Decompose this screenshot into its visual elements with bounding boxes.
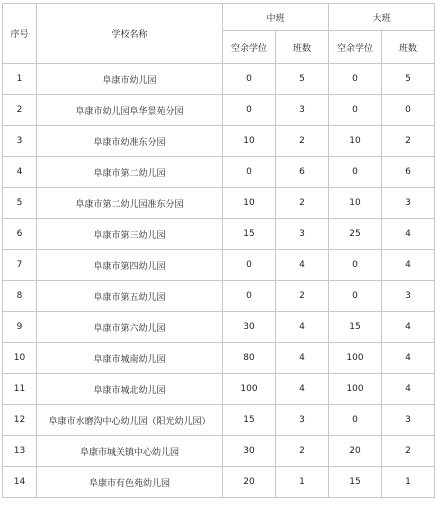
cell-up-vacancies: 10 xyxy=(329,188,382,219)
table-row xyxy=(3,374,435,405)
cell-mid-classes: 2 xyxy=(276,281,329,312)
cell-up-classes: 2 xyxy=(382,126,435,157)
table-row xyxy=(3,405,435,436)
header-upper-class: 大班 xyxy=(329,4,435,31)
cell-mid-vacancies: 0 xyxy=(223,157,276,188)
cell-school-name: 阜康市有色苑幼儿园 xyxy=(37,467,223,498)
cell-up-vacancies: 100 xyxy=(329,374,382,405)
cell-mid-classes: 3 xyxy=(276,405,329,436)
cell-up-classes: 2 xyxy=(382,436,435,467)
table-row xyxy=(3,436,435,467)
cell-up-classes: 4 xyxy=(382,343,435,374)
cell-school-name: 阜康市城南幼儿园 xyxy=(37,343,223,374)
cell-index: 12 xyxy=(3,405,37,436)
cell-up-vacancies: 25 xyxy=(329,219,382,250)
cell-school-name: 阜康市幼准东分园 xyxy=(37,126,223,157)
cell-index: 11 xyxy=(3,374,37,405)
cell-mid-classes: 3 xyxy=(276,219,329,250)
cell-up-vacancies: 0 xyxy=(329,250,382,281)
table-header xyxy=(3,4,435,64)
table-row xyxy=(3,157,435,188)
cell-up-classes: 3 xyxy=(382,281,435,312)
table-row xyxy=(3,126,435,157)
cell-mid-vacancies: 15 xyxy=(223,219,276,250)
cell-up-vacancies: 0 xyxy=(329,281,382,312)
header-mid-classes: 班数 xyxy=(276,31,329,64)
table-row xyxy=(3,188,435,219)
cell-mid-classes: 2 xyxy=(276,126,329,157)
cell-up-classes: 4 xyxy=(382,374,435,405)
cell-index: 10 xyxy=(3,343,37,374)
cell-mid-vacancies: 0 xyxy=(223,95,276,126)
cell-mid-vacancies: 0 xyxy=(223,281,276,312)
cell-mid-vacancies: 100 xyxy=(223,374,276,405)
header-middle-class: 中班 xyxy=(223,4,329,31)
cell-school-name: 阜康市第五幼儿园 xyxy=(37,281,223,312)
cell-mid-classes: 4 xyxy=(276,343,329,374)
cell-mid-classes: 3 xyxy=(276,95,329,126)
cell-up-vacancies: 15 xyxy=(329,312,382,343)
header-row-top xyxy=(3,4,435,31)
table-row xyxy=(3,250,435,281)
cell-mid-vacancies: 15 xyxy=(223,405,276,436)
cell-up-vacancies: 0 xyxy=(329,157,382,188)
cell-mid-classes: 5 xyxy=(276,64,329,95)
cell-up-classes: 0 xyxy=(382,95,435,126)
cell-mid-vacancies: 0 xyxy=(223,64,276,95)
cell-up-vacancies: 0 xyxy=(329,95,382,126)
table-row xyxy=(3,64,435,95)
cell-up-classes: 4 xyxy=(382,312,435,343)
kindergarten-vacancy-table xyxy=(2,3,435,498)
cell-index: 6 xyxy=(3,219,37,250)
cell-mid-classes: 2 xyxy=(276,188,329,219)
cell-index: 7 xyxy=(3,250,37,281)
cell-index: 4 xyxy=(3,157,37,188)
cell-index: 1 xyxy=(3,64,37,95)
cell-up-vacancies: 0 xyxy=(329,405,382,436)
cell-school-name: 阜康市水磨沟中心幼儿园（阳光幼儿园） xyxy=(37,405,223,436)
cell-mid-vacancies: 0 xyxy=(223,250,276,281)
table-row xyxy=(3,281,435,312)
table-row xyxy=(3,343,435,374)
table-container xyxy=(2,3,435,498)
header-mid-vacancies: 空余学位 xyxy=(223,31,276,64)
cell-school-name: 阜康市城关镇中心幼儿园 xyxy=(37,436,223,467)
cell-up-vacancies: 20 xyxy=(329,436,382,467)
cell-index: 2 xyxy=(3,95,37,126)
cell-up-vacancies: 15 xyxy=(329,467,382,498)
cell-index: 8 xyxy=(3,281,37,312)
cell-mid-classes: 4 xyxy=(276,374,329,405)
cell-school-name: 阜康市第二幼儿园准东分园 xyxy=(37,188,223,219)
cell-up-vacancies: 100 xyxy=(329,343,382,374)
cell-up-classes: 3 xyxy=(382,405,435,436)
table-row xyxy=(3,312,435,343)
cell-mid-vacancies: 20 xyxy=(223,467,276,498)
cell-index: 3 xyxy=(3,126,37,157)
cell-index: 5 xyxy=(3,188,37,219)
header-index: 序号 xyxy=(3,4,37,64)
cell-up-classes: 6 xyxy=(382,157,435,188)
cell-up-classes: 4 xyxy=(382,219,435,250)
cell-up-classes: 4 xyxy=(382,250,435,281)
header-school-name: 学校名称 xyxy=(37,4,223,64)
cell-school-name: 阜康市城北幼儿园 xyxy=(37,374,223,405)
table-row xyxy=(3,95,435,126)
cell-up-classes: 1 xyxy=(382,467,435,498)
header-up-vacancies: 空余学位 xyxy=(329,31,382,64)
cell-mid-classes: 6 xyxy=(276,157,329,188)
table-row xyxy=(3,467,435,498)
cell-mid-vacancies: 30 xyxy=(223,312,276,343)
cell-index: 14 xyxy=(3,467,37,498)
cell-mid-vacancies: 30 xyxy=(223,436,276,467)
cell-mid-vacancies: 80 xyxy=(223,343,276,374)
cell-mid-classes: 2 xyxy=(276,436,329,467)
table-row xyxy=(3,219,435,250)
cell-school-name: 阜康市第三幼儿园 xyxy=(37,219,223,250)
cell-mid-classes: 1 xyxy=(276,467,329,498)
header-up-classes: 班数 xyxy=(382,31,435,64)
cell-index: 13 xyxy=(3,436,37,467)
cell-mid-classes: 4 xyxy=(276,250,329,281)
cell-school-name: 阜康市第四幼儿园 xyxy=(37,250,223,281)
cell-school-name: 阜康市第六幼儿园 xyxy=(37,312,223,343)
cell-index: 9 xyxy=(3,312,37,343)
cell-up-classes: 5 xyxy=(382,64,435,95)
cell-up-classes: 3 xyxy=(382,188,435,219)
cell-school-name: 阜康市第二幼儿园 xyxy=(37,157,223,188)
cell-mid-vacancies: 10 xyxy=(223,126,276,157)
cell-school-name: 阜康市幼儿园阜华景苑分园 xyxy=(37,95,223,126)
cell-up-vacancies: 0 xyxy=(329,64,382,95)
cell-mid-vacancies: 10 xyxy=(223,188,276,219)
cell-mid-classes: 4 xyxy=(276,312,329,343)
cell-up-vacancies: 10 xyxy=(329,126,382,157)
table-body xyxy=(3,64,435,498)
cell-school-name: 阜康市幼儿园 xyxy=(37,64,223,95)
